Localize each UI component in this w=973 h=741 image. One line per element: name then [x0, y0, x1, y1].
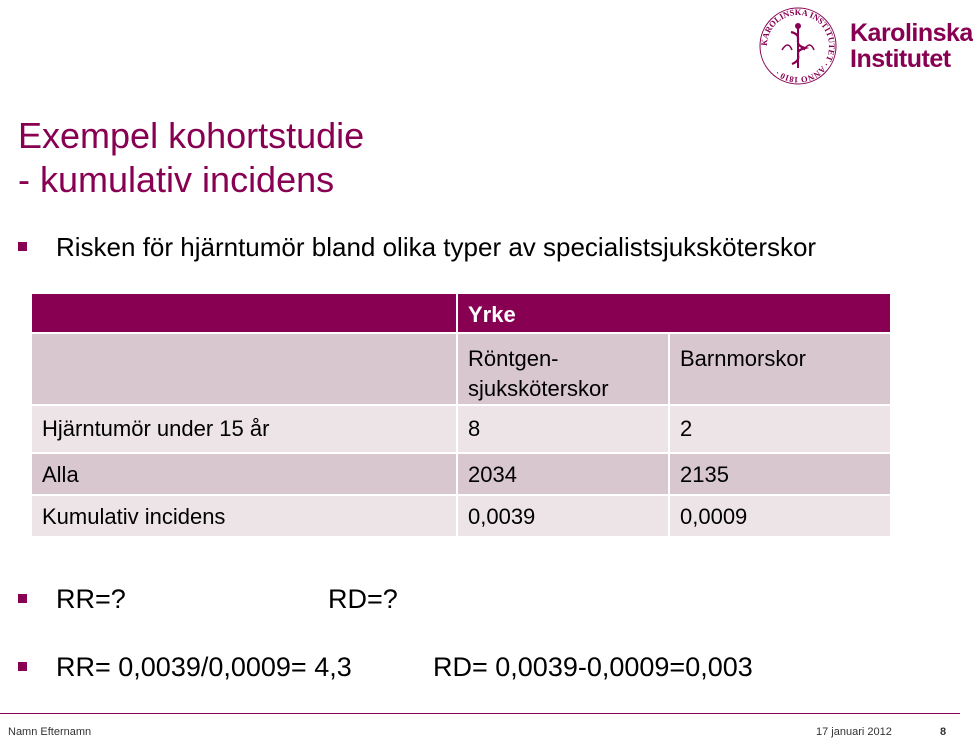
karolinska-logo	[758, 6, 973, 86]
page-number: 8	[940, 726, 947, 738]
slide-title	[18, 114, 364, 202]
table-row	[31, 405, 891, 453]
bullet-text: Risken för hjärntumör bland olika typer av specialistsjuksköterskor	[56, 232, 817, 262]
title-line-2: - kumulativ incidens	[18, 159, 335, 200]
rd-question: RD=?	[328, 584, 398, 614]
footer-author: Namn Efternamn	[8, 726, 92, 738]
cell-barnmorskor: 2135	[669, 453, 891, 495]
row-label: Alla	[31, 453, 457, 495]
rd-answer: RD= 0,0039-0,0009=0,003	[433, 652, 753, 682]
cell-barnmorskor: 0,0009	[669, 495, 891, 537]
logo-line-1: Karolinska	[850, 19, 973, 47]
subheader-rontgen-line-2: sjuksköterskor	[468, 376, 609, 401]
bullet-square-icon	[18, 662, 27, 671]
bullet-square-icon	[18, 594, 27, 603]
footer-date: 17 januari 2012	[816, 726, 892, 738]
header-yrke: Yrke	[457, 293, 891, 333]
table-row	[31, 453, 891, 495]
seal-icon	[758, 6, 838, 86]
header-empty-cell	[31, 293, 457, 333]
row-label: Kumulativ incidens	[31, 495, 457, 537]
row-label: Hjärntumör under 15 år	[31, 405, 457, 453]
footer-divider	[0, 713, 960, 714]
cell-barnmorskor: 2	[669, 405, 891, 453]
cell-rontgen: 8	[457, 405, 669, 453]
table-subheader-row	[31, 333, 891, 405]
table-header-row	[31, 293, 891, 333]
bullet-square-icon	[18, 242, 27, 251]
table-row	[31, 495, 891, 537]
logo-wordmark	[850, 20, 973, 72]
rr-answer: RR= 0,0039/0,0009= 4,3	[56, 652, 352, 682]
logo-line-2: Institutet	[850, 45, 951, 73]
title-line-1: Exempel kohortstudie	[18, 115, 365, 156]
subheader-rontgen-line-1: Röntgen-	[468, 346, 559, 371]
subheader-rontgen	[457, 333, 669, 405]
subheader-barnmorskor: Barnmorskor	[669, 333, 891, 405]
subheader-empty-cell	[31, 333, 457, 405]
svg-text:KAROLINSKA INSTITUTET · ANNO 1: KAROLINSKA INSTITUTET · ANNO 1810 ·	[758, 6, 838, 86]
cell-rontgen: 0,0039	[457, 495, 669, 537]
cell-rontgen: 2034	[457, 453, 669, 495]
incidence-table	[30, 292, 892, 538]
rr-question: RR=?	[56, 584, 126, 614]
